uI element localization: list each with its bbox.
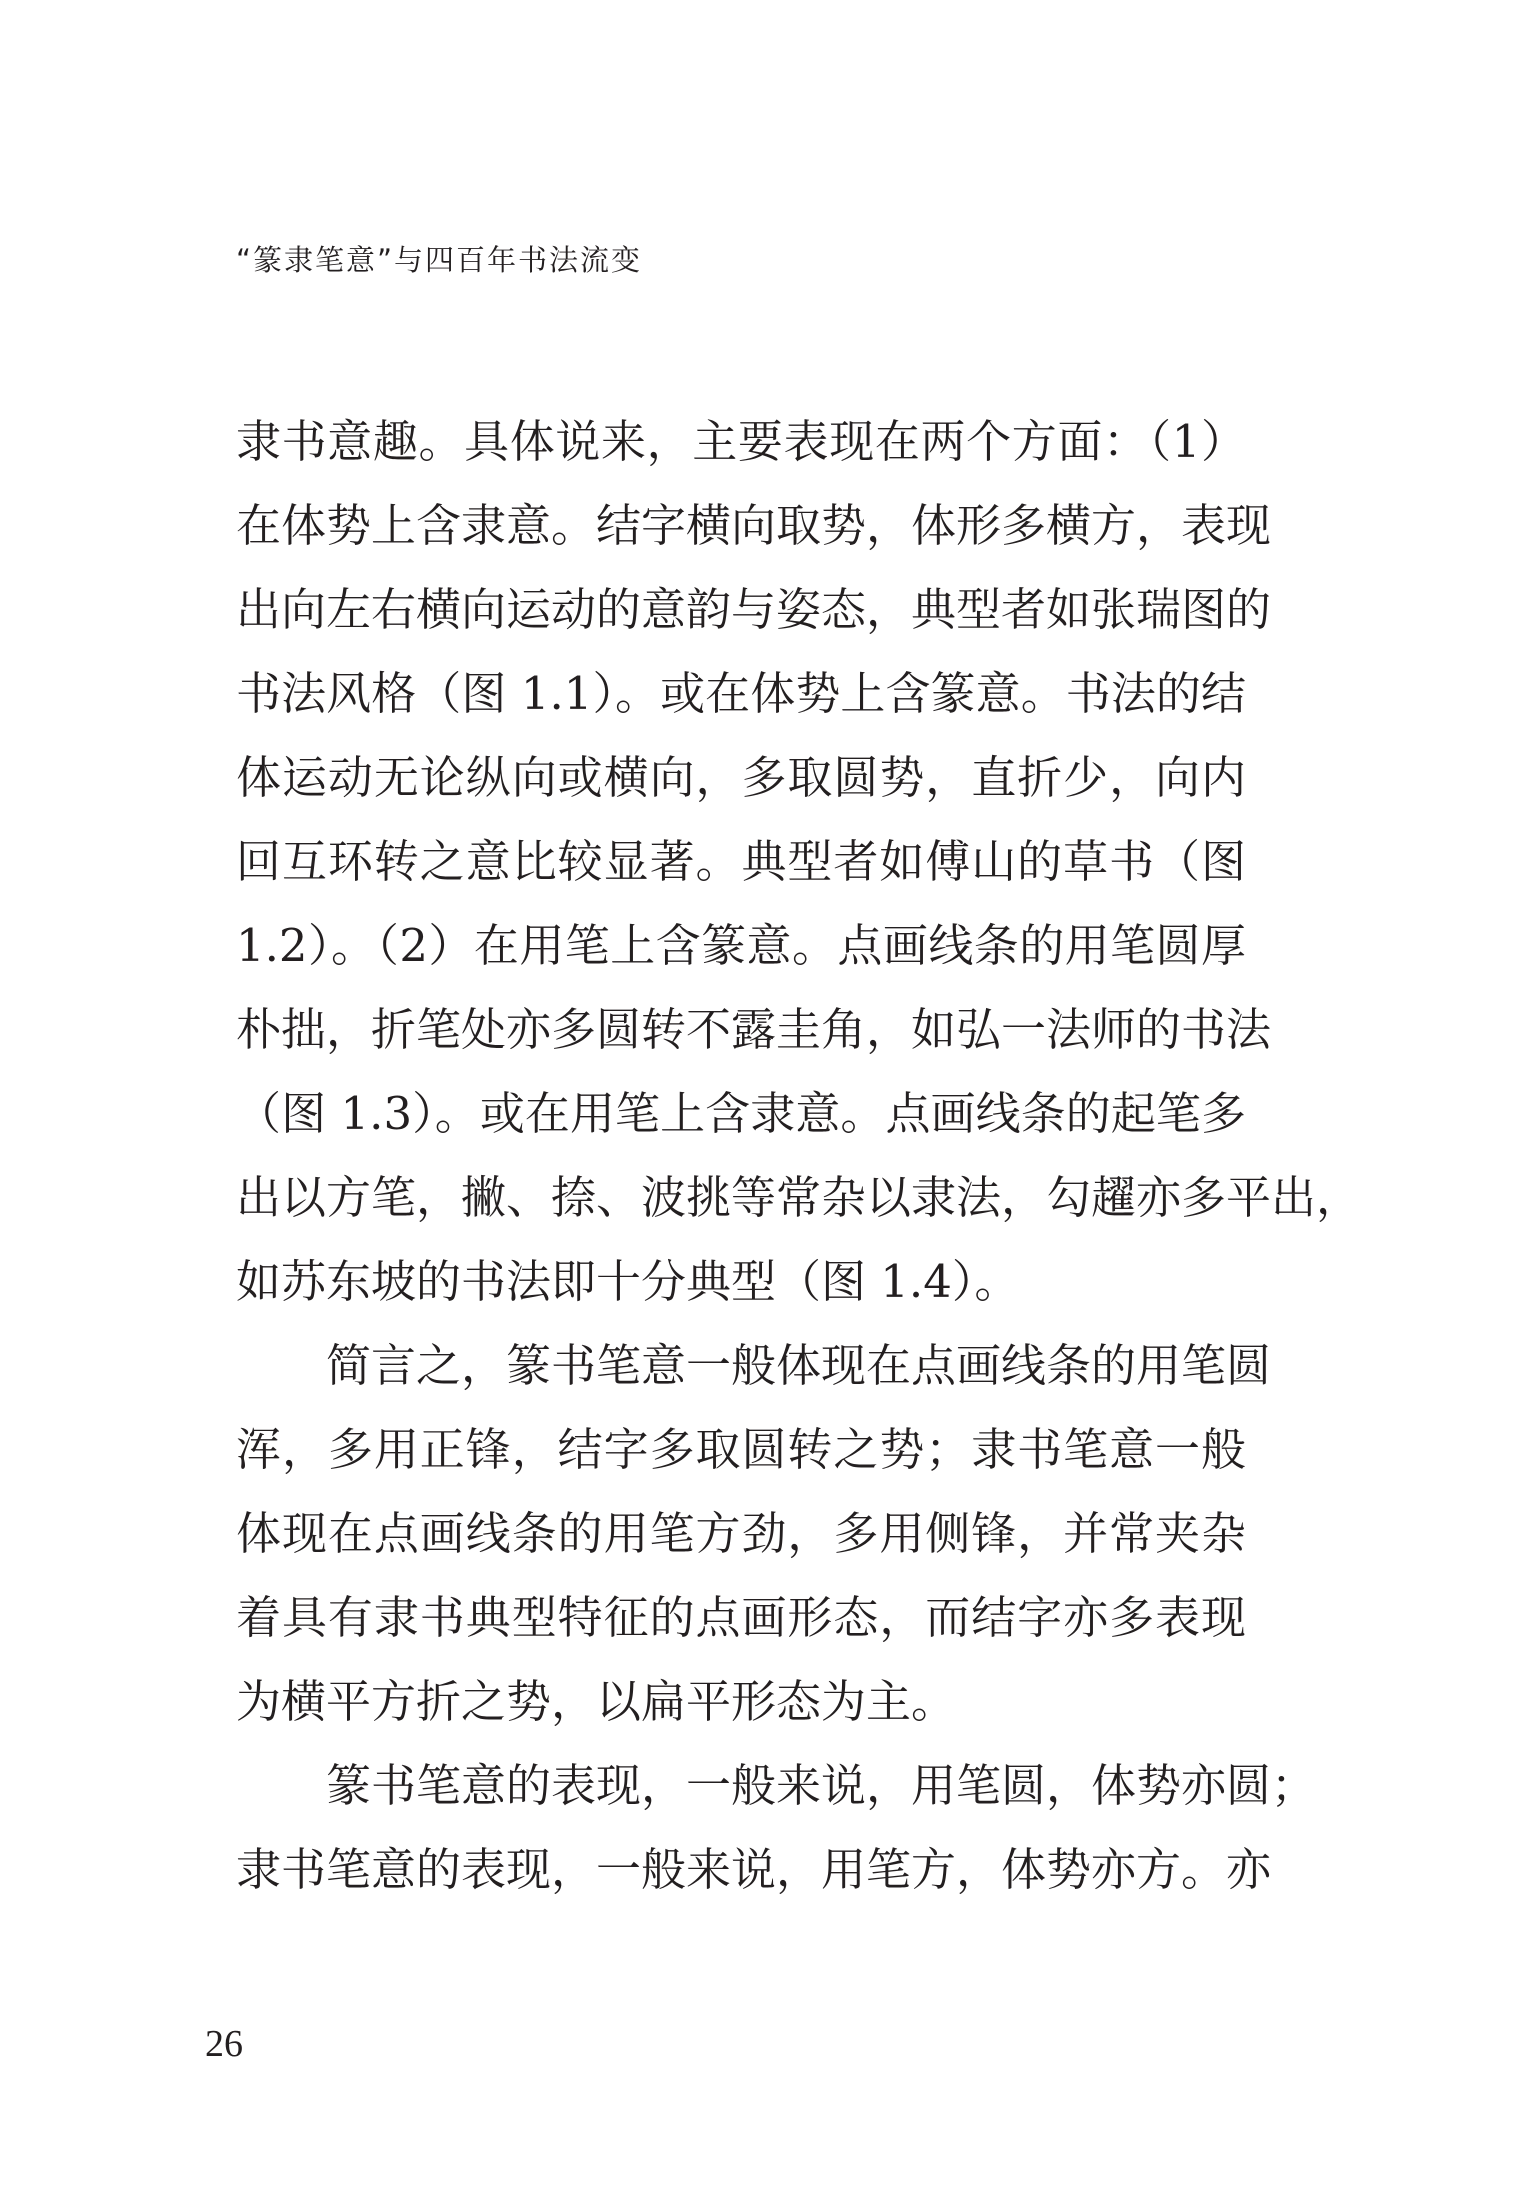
text-line: 1.2）。（2）在用笔上含篆意。点画线条的用笔圆厚 [236,919,1246,972]
text-line: 简言之，篆书笔意一般体现在点画线条的用笔圆 [236,1339,1272,1392]
body-text [236,400,1362,1912]
text-line: 隶书意趣。具体说来，主要表现在两个方面：（1） [236,415,1246,468]
text-line: 篆书笔意的表现，一般来说，用笔圆，体势亦圆； [236,1759,1317,1812]
text-line: 为横平方折之势，以扁平形态为主。 [236,1675,957,1728]
running-header-title: “篆隶笔意”与四百年书法流变 [236,243,643,277]
text-line: 体运动无论纵向或横向，多取圆势，直折少，向内 [236,751,1246,804]
text-line: 着具有隶书典型特征的点画形态，而结字亦多表现 [236,1591,1246,1644]
text-line: 书法风格（图 1.1）。或在体势上含篆意。书法的结 [236,667,1246,720]
text-line: 出向左右横向运动的意韵与姿态，典型者如张瑞图的 [236,583,1272,636]
text-line: 浑，多用正锋，结字多取圆转之势；隶书笔意一般 [236,1423,1246,1476]
text-line: 如苏东坡的书法即十分典型（图 1.4）。 [236,1255,1020,1308]
text-line: 出以方笔，撇、捺、波挑等常杂以隶法，勾趯亦多平出， [236,1171,1362,1224]
page-number: 26 [205,2023,243,2065]
text-line: 朴拙，折笔处亦多圆转不露圭角，如弘一法师的书法 [236,1003,1272,1056]
text-line: 体现在点画线条的用笔方劲，多用侧锋，并常夹杂 [236,1507,1246,1560]
text-line: 回互环转之意比较显著。典型者如傅山的草书（图 [236,835,1246,888]
text-line: （图 1.3）。或在用笔上含隶意。点画线条的起笔多 [236,1087,1246,1140]
text-line: 在体势上含隶意。结字横向取势，体形多横方，表现 [236,499,1272,552]
text-line: 隶书笔意的表现，一般来说，用笔方，体势亦方。亦 [236,1843,1272,1896]
